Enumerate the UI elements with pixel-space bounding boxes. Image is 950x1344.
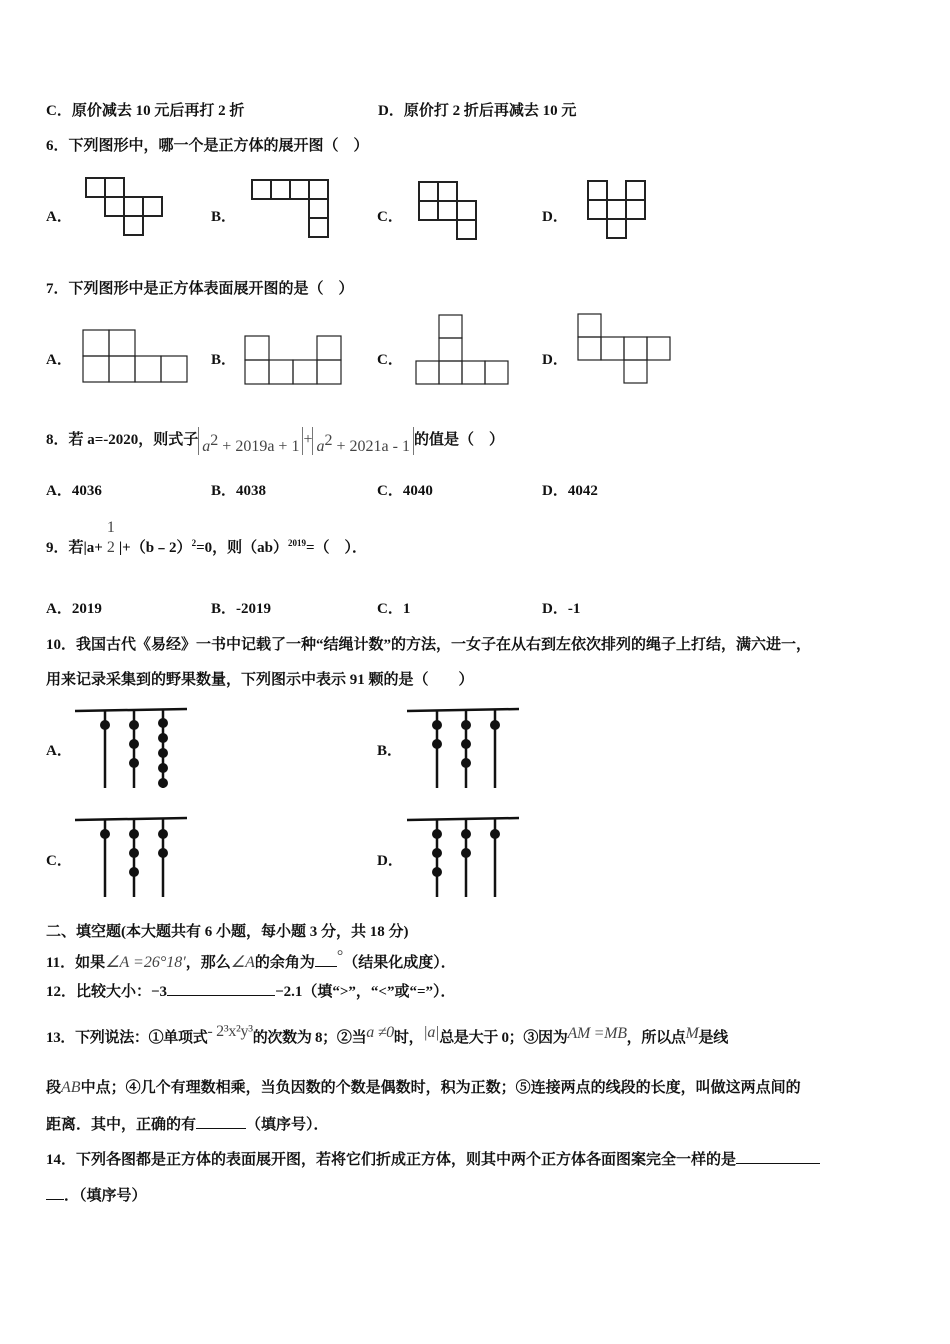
net-square [109, 356, 135, 382]
q7-stem: 7．下列图形中是正方体表面展开图的是（ ） [46, 281, 354, 297]
net-square [438, 201, 457, 220]
q9-fraction-num: 1 [106, 519, 115, 536]
net-square [269, 360, 293, 384]
knot [129, 829, 139, 839]
knot [129, 867, 139, 877]
q14-answer-blank[interactable] [736, 1163, 820, 1164]
q10-label-d: D． [377, 853, 403, 869]
knot [100, 829, 110, 839]
net-square [438, 182, 457, 201]
q8-abs-2: $a^2 + 2021a - 1$ [312, 427, 413, 455]
q9-fraction-den: 2 [106, 539, 115, 556]
net-square [439, 315, 462, 338]
net-square [293, 360, 317, 384]
q14-line-1: 14．下列各图都是正方体的表面展开图，若将它们折成正方体，则其中两个正方体各面图案完全一样的是 [46, 1150, 820, 1170]
q10-line-1: 10．我国古代《易经》一书中记载了一种“结绳计数”的方法，一女子在从右到左依次排列的绳子上打结，满六进一， [46, 637, 812, 653]
net-square [588, 200, 607, 219]
net-square [135, 356, 161, 382]
q7-net-b [245, 336, 343, 386]
net-square [252, 180, 271, 199]
net-square [626, 181, 645, 200]
net-square [309, 180, 328, 199]
net-square [245, 336, 269, 360]
q11-stem: 11．如果∠A =26°18′，那么∠A的余角为 °（结果化成度）． [46, 948, 456, 971]
q8-option-b: B．4038 [211, 483, 267, 499]
rope-bar [75, 818, 187, 820]
net-square [309, 218, 328, 237]
net-square [124, 216, 143, 235]
knot [158, 848, 168, 858]
net-square [416, 361, 439, 384]
net-square [485, 361, 508, 384]
net-square [105, 178, 124, 197]
q7-label-c: C． [377, 352, 403, 368]
net-square [419, 182, 438, 201]
net-square [143, 197, 162, 216]
knot [461, 829, 471, 839]
q13-line-3: 距离．其中，正确的有 （填序号）． [46, 1117, 329, 1133]
net-square [439, 338, 462, 361]
q11-answer-blank[interactable] [315, 966, 337, 967]
q10-label-a: A． [46, 743, 72, 759]
q13-line-2: 段AB中点；④几个有理数相乘，当负因数的个数是偶数时，积为正数；⑤连接两点的线段的长度，叫做这两点间的 [46, 1079, 801, 1096]
q6-net-b [252, 180, 330, 239]
q6-net-c [419, 182, 478, 241]
q9-option-c: C．1 [377, 601, 411, 617]
net-square [607, 200, 626, 219]
net-square [83, 330, 109, 356]
q10-knots-c [75, 817, 190, 899]
knot [432, 720, 442, 730]
q6-net-d [588, 181, 647, 240]
q14-line-2: ．（填序号） [46, 1186, 147, 1206]
net-square [457, 220, 476, 239]
q9-option-d: D．-1 [542, 601, 581, 617]
rope-bar [75, 709, 187, 711]
q9-fraction [103, 518, 119, 558]
net-square [647, 337, 670, 360]
q12-answer-blank[interactable] [167, 995, 275, 996]
net-square [607, 219, 626, 238]
q10-knots-b [407, 708, 522, 790]
q13-answer-blank[interactable] [196, 1128, 246, 1129]
knot [129, 848, 139, 858]
knot [432, 739, 442, 749]
net-square [317, 360, 341, 384]
knot [432, 829, 442, 839]
q8-abs-1: $a^2 + 2019a + 1$ [198, 427, 303, 455]
rope-bar [407, 818, 519, 820]
knot [490, 720, 500, 730]
net-square [109, 330, 135, 356]
net-square [601, 337, 624, 360]
q6-label-a: A． [46, 209, 72, 225]
q7-label-b: B． [211, 352, 237, 368]
knot [461, 848, 471, 858]
q6-label-b: B． [211, 209, 237, 225]
q8-option-c: C．4040 [377, 483, 433, 499]
q9-option-b: B．-2019 [211, 601, 272, 617]
q7-net-c [416, 315, 510, 386]
net-square [245, 360, 269, 384]
rope-bar [407, 709, 519, 711]
knot [158, 733, 168, 743]
q6-stem: 6．下列图形中，哪一个是正方体的展开图（ ） [46, 138, 369, 154]
net-square [86, 178, 105, 197]
net-square [317, 336, 341, 360]
knot [461, 720, 471, 730]
section-2-heading: 二、填空题(本大题共有 6 小题，每小题 3 分，共 18 分) [46, 924, 409, 940]
knot [461, 739, 471, 749]
net-square [419, 201, 438, 220]
knot [158, 748, 168, 758]
knot [432, 848, 442, 858]
q7-net-a [83, 330, 189, 384]
net-square [105, 197, 124, 216]
knot [158, 778, 168, 788]
q10-label-b: B． [377, 743, 403, 759]
net-square [83, 356, 109, 382]
net-square [124, 197, 143, 216]
q12-stem: 12．比较大小：−3 −2.1（填“>”，“<”或“=”）． [46, 984, 456, 1000]
net-square [161, 356, 187, 382]
net-square [578, 337, 601, 360]
net-square [439, 361, 462, 384]
knot [158, 718, 168, 728]
q7-net-d [578, 314, 672, 385]
q9-option-a: A．2019 [46, 601, 102, 617]
q13-line-1: 13．下列说法：①单项式- 2³x²y³的次数为 8；②当a ≠0时，|a|总是大于 0；③因为AM =MB，所以点M是线 [46, 1023, 728, 1046]
q7-label-d: D． [542, 352, 568, 368]
knot [490, 829, 500, 839]
q6-label-d: D． [542, 209, 568, 225]
net-square [290, 180, 309, 199]
knot [432, 867, 442, 877]
knot [461, 758, 471, 768]
net-square [462, 361, 485, 384]
q10-label-c: C． [46, 853, 72, 869]
net-square [588, 181, 607, 200]
q14-answer-blank-cont[interactable] [46, 1199, 64, 1200]
knot [129, 739, 139, 749]
q9-stem: 9．若|a+ 1 2 |+（b﹣2）$^2$=0，则（ab）$^{2019}$=（ ）． [46, 519, 368, 556]
net-square [457, 201, 476, 220]
q6-net-a [86, 178, 164, 237]
q7-label-a: A． [46, 352, 72, 368]
q10-knots-d [407, 817, 522, 899]
net-square [626, 200, 645, 219]
q8-stem: 8．若 a=-2020，则式子 $a^2 + 2019a + 1 + a^2 + 2021a - 1$ 的值是（ ） [46, 425, 504, 455]
knot [129, 758, 139, 768]
knot [129, 720, 139, 730]
knot [158, 829, 168, 839]
q6-label-c: C． [377, 209, 403, 225]
q8-option-d: D．4042 [542, 483, 598, 499]
knot [100, 720, 110, 730]
net-square [624, 337, 647, 360]
net-square [624, 360, 647, 383]
q8-option-a: A．4036 [46, 483, 102, 499]
net-square [578, 314, 601, 337]
knot [158, 763, 168, 773]
net-square [271, 180, 290, 199]
q5-option-c: C．原价减去 10 元后再打 2 折 [46, 103, 245, 119]
q10-knots-a [75, 708, 190, 790]
q10-line-2: 用来记录采集到的野果数量，下列图示中表示 91 颗的是（ ） [46, 672, 474, 688]
q5-option-d: D．原价打 2 折后再减去 10 元 [378, 103, 577, 119]
net-square [309, 199, 328, 218]
